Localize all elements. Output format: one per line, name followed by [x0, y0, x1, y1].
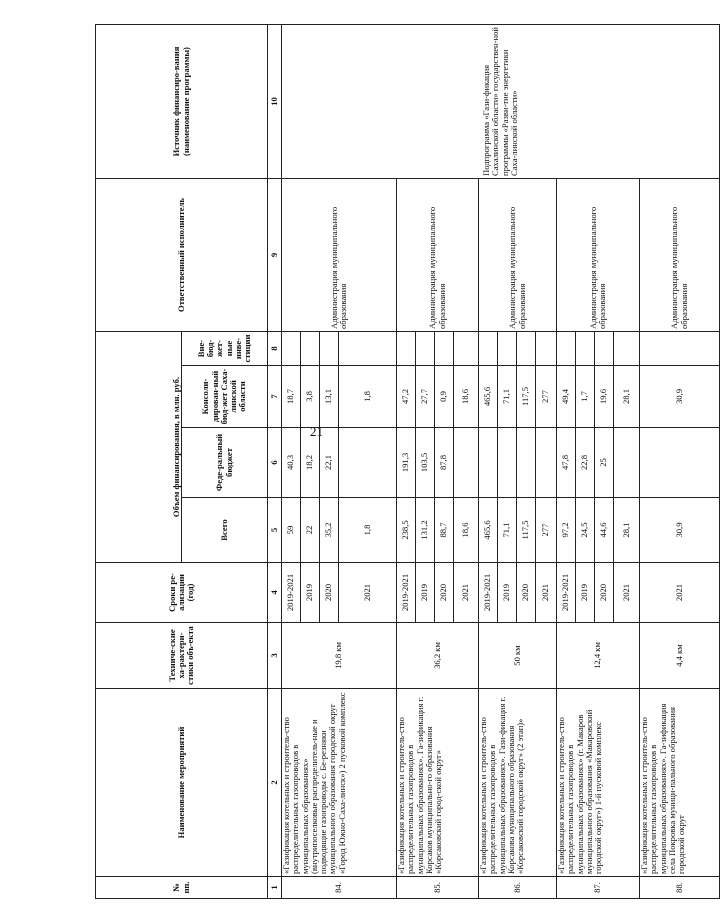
- cell-year: 2021: [536, 563, 557, 623]
- cell-extra: [301, 332, 320, 366]
- cell-consolidated: 30,9: [640, 366, 720, 428]
- row-executor: Администрация муниципального образования: [640, 179, 720, 332]
- col-number: 2: [268, 689, 282, 877]
- cell-year: 2019: [498, 563, 517, 623]
- page-number: 21: [310, 424, 323, 439]
- header-extra: Вне-бюд-жет-ные инве-стиции: [182, 332, 268, 366]
- cell-extra: [320, 332, 339, 366]
- col-number: 6: [268, 428, 282, 498]
- cell-federal: 25: [595, 428, 614, 498]
- row-num: 85.: [397, 877, 479, 899]
- cell-extra: [640, 332, 720, 366]
- cell-federal: 191,3: [397, 428, 416, 498]
- header-num: № пп.: [96, 877, 268, 899]
- cell-year: 2019-2021: [557, 563, 576, 623]
- cell-total: 71,1: [498, 498, 517, 563]
- cell-total: 35,2: [320, 498, 339, 563]
- cell-extra: [614, 332, 640, 366]
- cell-federal: [517, 428, 536, 498]
- table-row: [282, 25, 301, 899]
- cell-federal: [454, 428, 479, 498]
- cell-federal: 103,5: [416, 428, 435, 498]
- row-name: «Газификация котельных и строитель-ство распределительных газопроводов в муниципальных образованиях» (г. Макаров муниципального образования «Макаровский городской округ») 1-й пусковой комплекс: [557, 689, 640, 877]
- cell-total: 1,8: [339, 498, 397, 563]
- header-terms: Сроки ре-ализации (год): [96, 563, 268, 623]
- cell-federal: [339, 428, 397, 498]
- col-number: 1: [268, 877, 282, 899]
- col-number: 3: [268, 623, 282, 689]
- cell-total: 28,1: [614, 498, 640, 563]
- cell-consolidated: 71,1: [498, 366, 517, 428]
- cell-extra: [282, 332, 301, 366]
- cell-federal: [640, 428, 720, 498]
- cell-consolidated: 13,1: [320, 366, 339, 428]
- cell-extra: [557, 332, 576, 366]
- cell-total: 18,6: [454, 498, 479, 563]
- row-executor: Администрация муниципального образования: [557, 179, 640, 332]
- cell-consolidated: 1,7: [576, 366, 595, 428]
- cell-year: 2021: [614, 563, 640, 623]
- col-number: 7: [268, 366, 282, 428]
- cell-year: 2019-2021: [282, 563, 301, 623]
- header-consolidated: Консоли-дирован-ный бюд-жет Саха-линской области: [182, 366, 268, 428]
- row-num: 88.: [640, 877, 720, 899]
- cell-extra: [339, 332, 397, 366]
- row-executor: Администрация муниципального образования: [479, 179, 557, 332]
- cell-extra: [595, 332, 614, 366]
- header-source: Источник финансиро-вания (наименование программы): [96, 25, 268, 179]
- financing-table: [95, 24, 720, 899]
- cell-year: 2021: [640, 563, 720, 623]
- cell-federal: [614, 428, 640, 498]
- cell-extra: [517, 332, 536, 366]
- cell-year: 2019-2021: [397, 563, 416, 623]
- header-executor: Ответственный исполнитель: [96, 179, 268, 332]
- cell-consolidated: 19,6: [595, 366, 614, 428]
- cell-federal: 22,1: [320, 428, 339, 498]
- row-tech: 12,4 км: [557, 623, 640, 689]
- col-number: 4: [268, 563, 282, 623]
- row-num: 84.: [282, 877, 397, 899]
- cell-consolidated: 18,7: [282, 366, 301, 428]
- cell-total: 465,6: [479, 498, 498, 563]
- cell-total: 88,7: [435, 498, 454, 563]
- row-name: «Газификация котельных и строитель-ство распределительных газопроводов в муниципальных образованиях». Га-зификация г. Корсаков муниципально-го образования «Корсаковский город-ской округ»: [397, 689, 479, 877]
- col-number: 9: [268, 179, 282, 332]
- cell-consolidated: 18,6: [454, 366, 479, 428]
- cell-federal: 47,8: [557, 428, 576, 498]
- col-number: 5: [268, 498, 282, 563]
- cell-total: 30,9: [640, 498, 720, 563]
- cell-extra: [416, 332, 435, 366]
- header-volume: Объем финансирования, в млн. руб.: [96, 332, 182, 563]
- cell-year: 2020: [595, 563, 614, 623]
- row-executor: Администрация муниципального образования: [282, 179, 397, 332]
- cell-total: 22: [301, 498, 320, 563]
- cell-extra: [479, 332, 498, 366]
- cell-total: 97,2: [557, 498, 576, 563]
- row-name: «Газификация котельных и строитель-ство распределительных газопроводов в муниципальных образованиях» (внутрипоселковые распределитель-ные и подводящие газопроводы с. Бе-резняки муниципального образования городской округ «Город Южно-Саха-линск») 2 пусковой комплекс: [282, 689, 397, 877]
- header-total: Всего: [182, 498, 268, 563]
- cell-extra: [536, 332, 557, 366]
- cell-year: 2019: [301, 563, 320, 623]
- cell-total: 24,5: [576, 498, 595, 563]
- cell-total: 44,6: [595, 498, 614, 563]
- cell-total: 59: [282, 498, 301, 563]
- cell-extra: [397, 332, 416, 366]
- row-tech: 4,4 км: [640, 623, 720, 689]
- cell-year: 2020: [435, 563, 454, 623]
- col-number: 10: [268, 25, 282, 179]
- row-tech: 50 км: [479, 623, 557, 689]
- cell-total: 238,5: [397, 498, 416, 563]
- cell-consolidated: 47,2: [397, 366, 416, 428]
- cell-federal: 18,2: [301, 428, 320, 498]
- row-num: 87.: [557, 877, 640, 899]
- col-number: 8: [268, 332, 282, 366]
- cell-federal: 22,8: [576, 428, 595, 498]
- cell-federal: [536, 428, 557, 498]
- cell-consolidated: 49,4: [557, 366, 576, 428]
- cell-year: 2020: [517, 563, 536, 623]
- cell-federal: [479, 428, 498, 498]
- cell-total: 117,5: [517, 498, 536, 563]
- row-tech: 19,8 км: [282, 623, 397, 689]
- cell-year: 2020: [320, 563, 339, 623]
- cell-consolidated: 465,6: [479, 366, 498, 428]
- source-program: Подпрограмма «Гази-фикация Сахалинской области» государствен-ной программы «Разви-тие энергетики Саха-линской области»: [282, 25, 720, 179]
- cell-consolidated: 277: [536, 366, 557, 428]
- row-name: «Газификация котельных и строитель-ство распределительных газопроводов в муниципальных образованиях». Гази-фикация г. Корсакова муниципального образования «Корсаковский городской округ» (2 этап)»: [479, 689, 557, 877]
- cell-extra: [454, 332, 479, 366]
- cell-year: 2021: [339, 563, 397, 623]
- cell-year: 2019: [416, 563, 435, 623]
- cell-federal: [498, 428, 517, 498]
- cell-year: 2021: [454, 563, 479, 623]
- row-tech: 36,2 км: [397, 623, 479, 689]
- cell-federal: 40,3: [282, 428, 301, 498]
- header-federal: Феде-ральный бюджет: [182, 428, 268, 498]
- cell-consolidated: 28,1: [614, 366, 640, 428]
- rotated-table-wrapper: [95, 25, 689, 899]
- cell-federal: 87,8: [435, 428, 454, 498]
- cell-extra: [435, 332, 454, 366]
- cell-consolidated: 3,8: [301, 366, 320, 428]
- cell-total: 131,2: [416, 498, 435, 563]
- row-name: «Газификация котельных и строитель-ство распределительных газопроводов в муниципальных образованиях». Га-зификация села Покровка муници-пального образования городской округ: [640, 689, 720, 877]
- cell-consolidated: 27,7: [416, 366, 435, 428]
- cell-consolidated: 1,8: [339, 366, 397, 428]
- row-num: 86.: [479, 877, 557, 899]
- header-tech: Техниче-ские ха-рактери-стики объ-екта: [96, 623, 268, 689]
- row-executor: Администрация муниципального образования: [397, 179, 479, 332]
- cell-consolidated: 0,9: [435, 366, 454, 428]
- cell-year: 2019-2021: [479, 563, 498, 623]
- cell-total: 277: [536, 498, 557, 563]
- cell-extra: [576, 332, 595, 366]
- cell-extra: [498, 332, 517, 366]
- header-name: Наименование мероприятий: [96, 689, 268, 877]
- cell-year: 2019: [576, 563, 595, 623]
- cell-consolidated: 117,5: [517, 366, 536, 428]
